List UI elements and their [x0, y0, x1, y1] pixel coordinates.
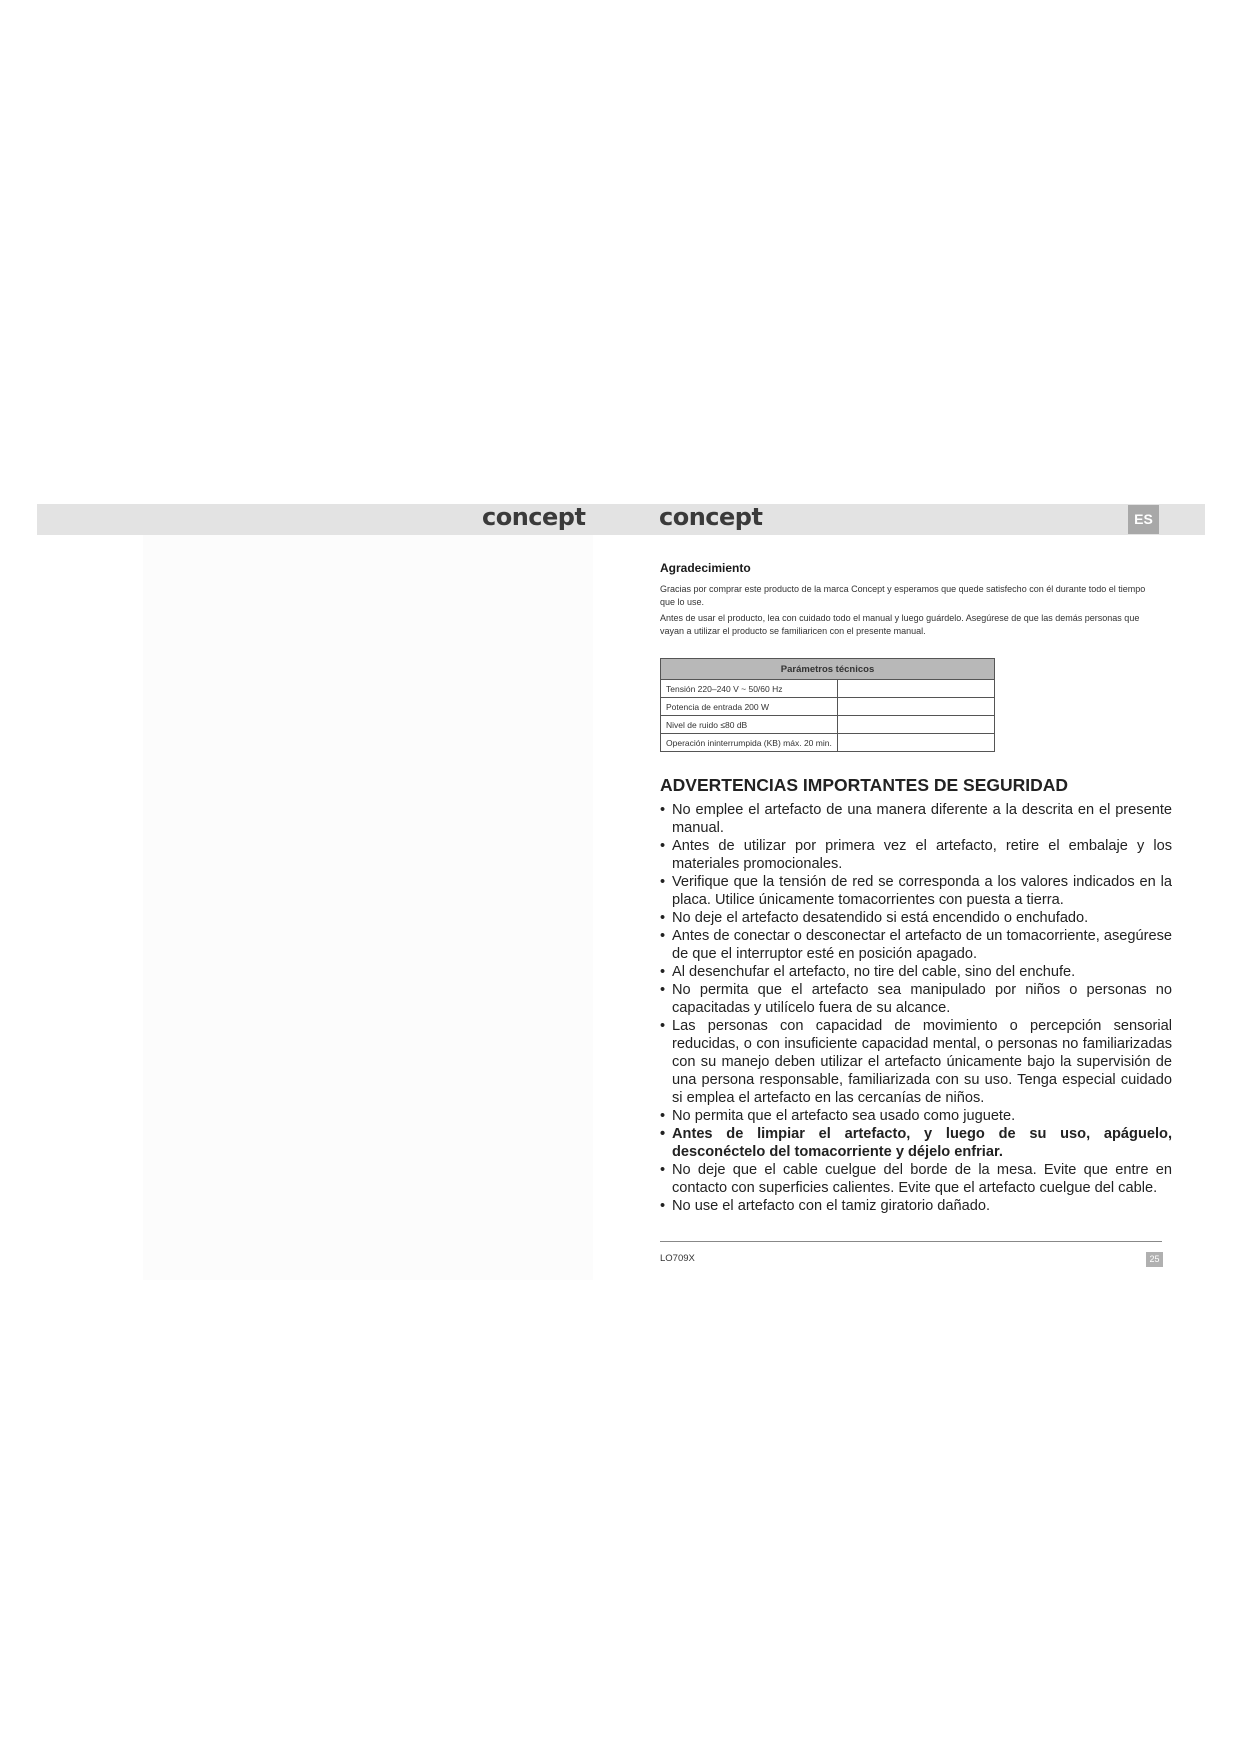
safety-warnings-title: ADVERTENCIAS IMPORTANTES DE SEGURIDAD	[660, 775, 1069, 795]
warning-text: Verifique que la tensión de red se corresponda a los valores indicados en la placa. Utilice únicamente tomacorrientes con puesta a tierra.	[672, 874, 1172, 908]
bullet-icon: •	[660, 1108, 666, 1124]
warning-text: No permita que el artefacto sea usado como juguete.	[672, 1108, 1016, 1124]
concept-logo-left: concept	[482, 503, 586, 531]
warning-text: Antes de conectar o desconectar el artefacto de un tomacorriente, asegúrese de que el interruptor esté en posición apagado.	[672, 928, 1172, 962]
table-row	[661, 716, 995, 734]
warning-text: Las personas con capacidad de movimiento o percepción sensorial reducidas, o con insuficiente capacidad mental, o personas no familiarizadas con su manejo deben utilizar el artefacto únicamente bajo la supervisión de una persona responsable, familiarizada con su uso. Tenga especial cuidado si emplea el artefacto en las cercanías de niños.	[672, 1018, 1172, 1106]
list-item	[660, 963, 1172, 981]
list-item	[660, 1017, 1172, 1107]
param-value	[838, 680, 995, 698]
param-value	[838, 734, 995, 752]
list-item	[660, 927, 1172, 963]
concept-logo-right: concept	[659, 503, 763, 531]
bullet-icon: •	[660, 1162, 666, 1178]
param-label: Tensión 220–240 V ~ 50/60 Hz	[661, 680, 838, 698]
param-value	[838, 716, 995, 734]
bullet-icon: •	[660, 964, 666, 980]
warning-text: No permita que el artefacto sea manipulado por niños o personas no capacitadas y utilícelo fuera de su alcance.	[672, 982, 1172, 1016]
list-item	[660, 909, 1172, 927]
list-item	[660, 1197, 1172, 1215]
param-label: Operación ininterrumpida (KB) máx. 20 min.	[661, 734, 838, 752]
warning-text: No deje el artefacto desatendido si está encendido o enchufado.	[672, 910, 1089, 926]
table-row	[661, 680, 995, 698]
intro-paragraph-1: Gracias por comprar este producto de la marca Concept y esperamos que quede satisfecho con él durante todo el tiempo que lo use.	[660, 584, 1146, 607]
warning-text: No use el artefacto con el tamiz giratorio dañado.	[672, 1198, 990, 1214]
bullet-icon: •	[660, 802, 666, 818]
list-item	[660, 873, 1172, 909]
technical-params-table	[660, 658, 995, 752]
footer-divider	[660, 1241, 1162, 1242]
warning-text: No deje que el cable cuelgue del borde de la mesa. Evite que entre en contacto con superficies calientes. Evite que el artefacto cuelgue del cable.	[672, 1162, 1172, 1196]
bullet-icon: •	[660, 838, 666, 854]
header-band	[37, 504, 1205, 535]
table-row	[661, 734, 995, 752]
bullet-icon: •	[660, 928, 666, 944]
warning-text: Antes de limpiar el artefacto, y luego de su uso, apáguelo, desconéctelo del tomacorriente y déjelo enfriar.	[672, 1126, 1172, 1160]
model-number: LO709X	[660, 1253, 695, 1264]
bullet-icon: •	[660, 1198, 666, 1214]
list-item	[660, 1125, 1172, 1161]
warning-text: Antes de utilizar por primera vez el artefacto, retire el embalaje y los materiales promocionales.	[672, 838, 1172, 872]
left-page-blank	[143, 535, 593, 1280]
bullet-icon: •	[660, 1018, 666, 1034]
list-item	[660, 837, 1172, 873]
safety-warnings-list	[660, 801, 1172, 1215]
intro-paragraph-2: Antes de usar el producto, lea con cuidado todo el manual y luego guárdelo. Asegúrese de que las demás personas que vayan a utilizar el producto se familiaricen con el presente manual.	[660, 613, 1140, 636]
bullet-icon: •	[660, 910, 666, 926]
bullet-icon: •	[660, 1126, 666, 1142]
param-label: Nivel de ruido ≤80 dB	[661, 716, 838, 734]
list-item	[660, 1107, 1172, 1125]
bullet-icon: •	[660, 874, 666, 890]
param-value	[838, 698, 995, 716]
warning-text: No emplee el artefacto de una manera diferente a la descrita en el presente manual.	[672, 802, 1172, 836]
table-row	[661, 698, 995, 716]
language-badge: ES	[1128, 505, 1159, 534]
params-table-header: Parámetros técnicos	[661, 659, 995, 680]
list-item	[660, 801, 1172, 837]
list-item	[660, 1161, 1172, 1197]
bullet-icon: •	[660, 982, 666, 998]
param-label: Potencia de entrada 200 W	[661, 698, 838, 716]
list-item	[660, 981, 1172, 1017]
intro-title: Agradecimiento	[660, 561, 751, 575]
page-number: 25	[1146, 1252, 1163, 1267]
warning-text: Al desenchufar el artefacto, no tire del cable, sino del enchufe.	[672, 964, 1076, 980]
